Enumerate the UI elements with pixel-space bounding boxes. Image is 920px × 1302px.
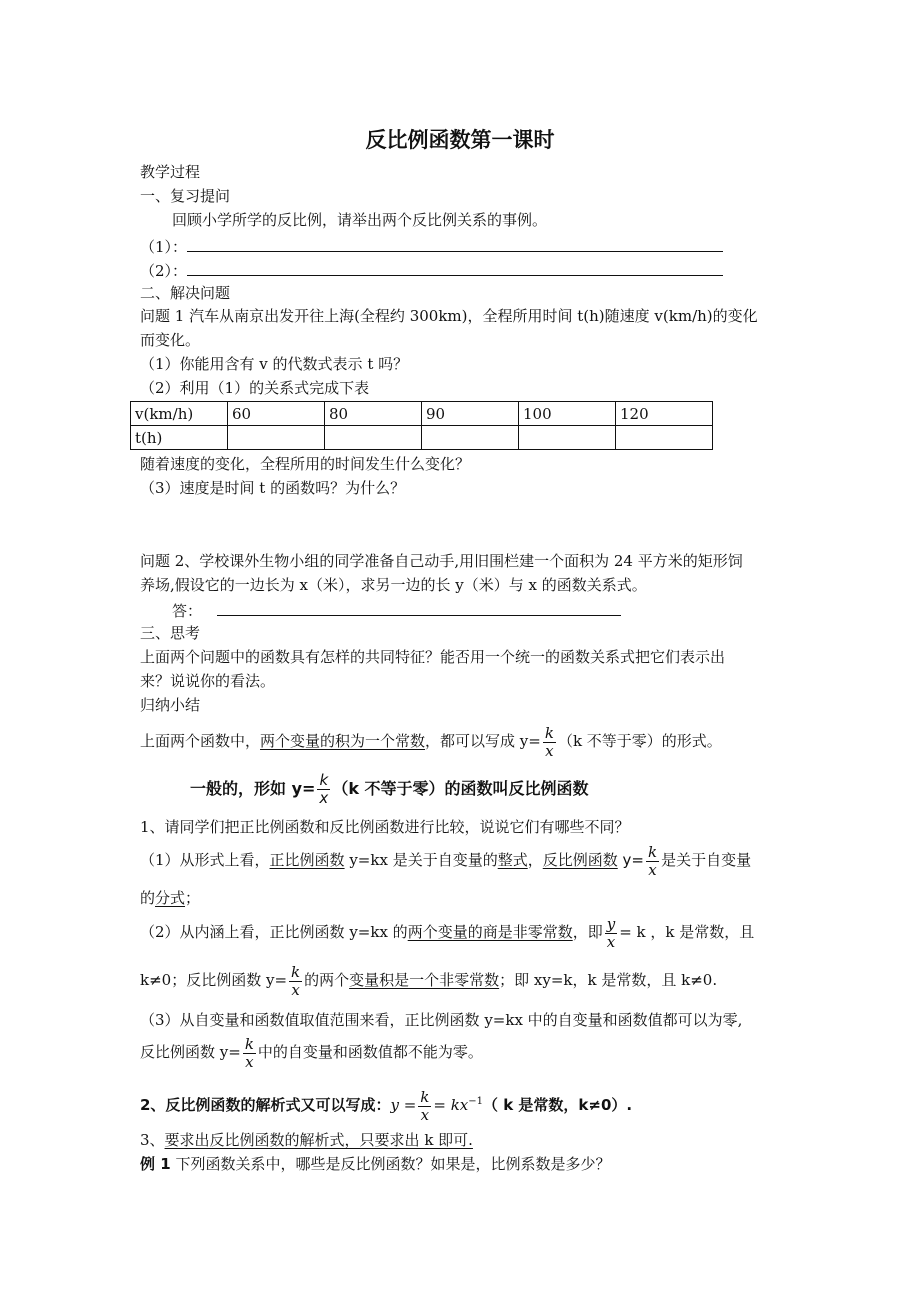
denominator: x [291, 980, 300, 999]
paragraph: 养场,假设它的一边长为 x（米），求另一边的长 y（米）与 x 的函数关系式。 [140, 576, 647, 594]
table-empty-cell[interactable] [616, 426, 713, 450]
paragraph: 问题 1 汽车从南京出发开往上海(全程约 300km)，全程所用时间 t(h)随速度 v(km/h)的变化 [140, 307, 758, 325]
question: （2）利用（1）的关系式完成下表 [140, 379, 370, 397]
text-run: 3、 [140, 1131, 165, 1149]
fraction-k-over-x [646, 844, 659, 879]
page-title: 反比例函数第一课时 [365, 128, 555, 152]
text-run: （1）从形式上看， [140, 851, 270, 869]
table-empty-cell[interactable] [228, 426, 325, 450]
table-empty-cell[interactable] [422, 426, 519, 450]
text-run: 2、反比例函数的解析式又可以写成： [140, 1096, 391, 1114]
denominator: x [648, 860, 657, 879]
comparison-line: （3）从自变量和函数值取值范围来看，正比例函数 y=kx 中的自变量和函数值都可以为零, [140, 1011, 743, 1029]
text-run: （k 不等于零）的函数叫反比例函数 [332, 779, 589, 798]
underlined-text: 正比例函数 [269, 851, 345, 869]
section-heading: 三、思考 [140, 624, 201, 642]
fraction-k-over-x [317, 772, 330, 807]
text-run: 是关于自变量 [661, 851, 752, 869]
question: 随着速度的变化，全程所用的时间发生什么变化？ [140, 455, 471, 473]
answer-blank[interactable] [187, 259, 723, 276]
table-cell: 90 [422, 402, 519, 426]
text-run: 反比例函数 y= [140, 1043, 241, 1061]
denominator: x [606, 932, 616, 951]
text-run: ；即 xy=k，k 是常数，且 k≠0. [499, 971, 718, 989]
fraction-k-over-x [418, 1089, 431, 1124]
table-empty-cell[interactable] [325, 426, 422, 450]
numerator: k [647, 842, 658, 861]
table-empty-cell[interactable] [519, 426, 616, 450]
text-run: y= [617, 851, 644, 869]
comparison-line [140, 1030, 483, 1074]
underlined-text: 反比例函数 [542, 851, 618, 869]
table-row [131, 402, 713, 426]
fraction-k-over-x [243, 1036, 256, 1071]
section-heading: 一、复习提问 [140, 187, 231, 205]
text-run: k≠0；反比例函数 y= [140, 971, 288, 989]
underlined-text: 两个变量的商是非零常数 [407, 923, 573, 941]
paragraph: 来？说说你的看法。 [140, 672, 276, 690]
blank-label: （1）： [140, 238, 188, 256]
table-cell: 100 [519, 402, 616, 426]
text-run: 的两个 [304, 971, 350, 989]
formula-text: = kx [433, 1096, 469, 1114]
numerator: k [291, 962, 301, 981]
table-header-cell: v(km/h) [131, 402, 228, 426]
exponent: −1 [468, 1096, 483, 1107]
paragraph: 1、请同学们把正比例函数和反比例函数进行比较，说说它们有哪些不同？ [140, 818, 630, 836]
table-cell: 60 [228, 402, 325, 426]
section-heading: 二、解决问题 [140, 284, 231, 302]
text-run: （ k 是常数，k≠0）. [483, 1096, 633, 1114]
definition-line [190, 767, 589, 811]
comparison-line [140, 838, 751, 882]
text-run: 例 1 [140, 1155, 171, 1173]
question: （1）你能用含有 v 的代数式表示 t 吗？ [140, 355, 409, 373]
comparison-line [140, 888, 200, 908]
numerator: k [544, 723, 554, 742]
numerator: k [244, 1034, 254, 1053]
text-run: 上面两个函数中， [140, 732, 261, 750]
paragraph: 上面两个问题中的函数具有怎样的共同特征？能否用一个统一的函数关系式把它们表示出 [140, 648, 726, 666]
question: （3）速度是时间 t 的函数吗？为什么？ [140, 479, 406, 497]
formula-text: y = [390, 1096, 417, 1114]
paragraph [140, 1130, 473, 1150]
underlined-text: 两个变量的积为一个常数 [260, 732, 426, 750]
fraction-k-over-x [543, 725, 556, 760]
example-heading [140, 1154, 610, 1174]
underlined-text: 变量积是一个非零常数 [349, 971, 500, 989]
numerator: y [606, 914, 616, 933]
formula-line [140, 1080, 632, 1127]
answer-line [140, 235, 723, 257]
table-row [131, 426, 713, 450]
fraction-y-over-x [605, 916, 617, 951]
summary-line [140, 719, 722, 763]
answer-blank[interactable] [217, 599, 621, 616]
comparison-line [140, 910, 754, 954]
numerator: k [420, 1087, 430, 1106]
text-run: 一般的，形如 y= [190, 779, 316, 798]
text-run: 的 [140, 889, 156, 907]
text-run: （k 不等于零）的形式。 [557, 732, 722, 750]
denominator: x [245, 1052, 254, 1071]
text-run: ，即 [572, 923, 603, 941]
text-run: ， [527, 851, 543, 869]
denominator: x [545, 741, 554, 760]
comparison-line [140, 958, 717, 1002]
speed-time-table [130, 401, 713, 450]
text-run: = k ，k 是常数，且 [619, 923, 755, 941]
text-run: ，都可以写成 y= [425, 732, 541, 750]
table-cell: 120 [616, 402, 713, 426]
denominator: x [420, 1105, 430, 1124]
answer-line [172, 599, 621, 621]
answer-blank[interactable] [187, 235, 723, 252]
text-run: 下列函数关系中，哪些是反比例函数？如果是，比例系数是多少？ [170, 1155, 611, 1173]
section-heading: 教学过程 [140, 163, 201, 181]
underlined-text: 分式 [155, 889, 186, 907]
answer-label: 答： [172, 602, 203, 620]
answer-line [140, 259, 723, 281]
paragraph: 而变化。 [140, 331, 201, 349]
denominator: x [319, 789, 329, 807]
text-run: ； [185, 889, 201, 907]
paragraph: 问题 2、学校课外生物小组的同学准备自己动手,用旧围栏建一个面积为 24 平方米的矩形饲 [140, 552, 743, 570]
blank-label: （2）： [140, 262, 188, 280]
text-run: （2）从内涵上看，正比例函数 y=kx 的 [140, 923, 408, 941]
underlined-text: 整式 [497, 851, 528, 869]
table-header-cell: t(h) [131, 426, 228, 450]
numerator: k [317, 772, 330, 790]
paragraph: 回顾小学所学的反比例，请举出两个反比例关系的事例。 [172, 211, 548, 229]
underlined-text: 要求出反比例函数的解析式，只要求出 k 即可. [164, 1131, 473, 1149]
section-heading: 归纳小结 [140, 696, 201, 714]
text-run: 中的自变量和函数值都不能为零。 [257, 1043, 483, 1061]
table-cell: 80 [325, 402, 422, 426]
text-run: y=kx 是关于自变量的 [344, 851, 498, 869]
fraction-k-over-x [289, 964, 302, 999]
